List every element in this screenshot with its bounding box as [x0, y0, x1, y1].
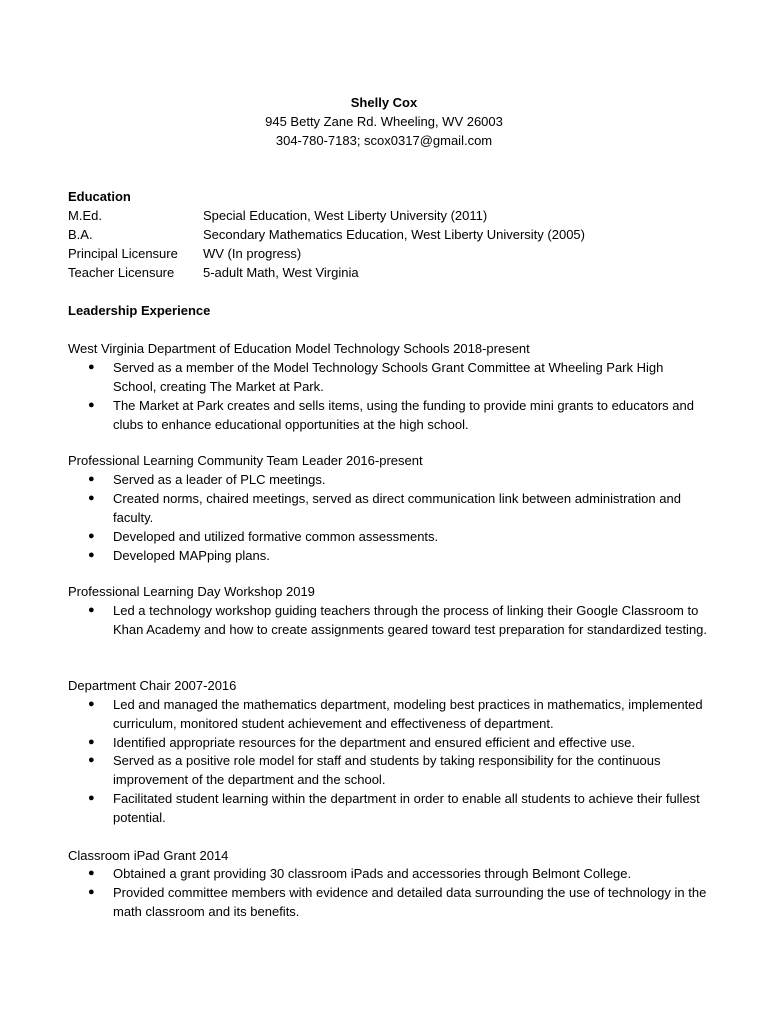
job-title: Classroom iPad Grant 2014 — [68, 848, 229, 863]
degree-detail: 5-adult Math, West Virginia — [203, 265, 359, 280]
degree-label: Principal Licensure — [68, 246, 178, 261]
education-heading: Education — [68, 189, 131, 204]
bullet-text: The Market at Park creates and sells items, using the funding to provide mini grants to educators and clubs to enhance educational opportunities at the high school. — [113, 398, 694, 432]
degree-detail: Special Education, West Liberty University (2011) — [203, 208, 488, 223]
job-title: Professional Learning Community Team Leader 2016-present — [68, 453, 423, 468]
bullet-text: Developed MAPping plans. — [113, 548, 270, 563]
bullet-icon: ● — [88, 530, 95, 542]
bullet-text: Led a technology workshop guiding teachers through the process of linking their Google Classroom to Khan Academy and how to create assignments geared toward test preparation for standardized testing. — [113, 603, 708, 637]
bullet-text: Led and managed the mathematics department, modeling best practices in mathematics, implemented curriculum, monitored student achievement and effectiveness of department. — [113, 697, 703, 731]
degree-detail: Secondary Mathematics Education, West Liberty University (2005) — [203, 227, 585, 242]
bullet-item — [88, 864, 708, 883]
education-row — [68, 206, 487, 225]
bullet-text: Developed and utilized formative common assessments. — [113, 529, 439, 544]
job-title: West Virginia Department of Education Model Technology Schools 2018-present — [68, 341, 530, 356]
bullet-icon: ● — [88, 792, 95, 804]
bullet-icon: ● — [88, 492, 95, 504]
bullet-text: Served as a positive role model for staff and students by taking responsibility for the continuous improvement of the department and the school. — [113, 753, 661, 787]
bullet-icon: ● — [88, 698, 95, 710]
resume-header — [0, 93, 768, 150]
degree-label: M.Ed. — [68, 208, 102, 223]
bullet-item — [88, 470, 708, 489]
degree-detail: WV (In progress) — [203, 246, 302, 261]
bullet-item — [88, 751, 708, 789]
bullet-icon: ● — [88, 361, 95, 373]
bullet-item — [88, 789, 708, 827]
bullet-item — [88, 527, 708, 546]
bullet-text: Served as a leader of PLC meetings. — [113, 472, 326, 487]
bullet-text: Identified appropriate resources for the department and ensured efficient and effective use. — [113, 735, 636, 750]
bullet-item — [88, 733, 708, 752]
bullet-text: Created norms, chaired meetings, served as direct communication link between administration and faculty. — [113, 491, 681, 525]
bullet-item — [88, 695, 708, 733]
bullet-item — [88, 601, 708, 639]
bullet-item — [88, 358, 708, 396]
education-row — [68, 225, 585, 244]
leadership-heading: Leadership Experience — [68, 303, 211, 318]
bullet-item — [88, 883, 708, 921]
applicant-contact: 304-780-7183; scox0317@gmail.com — [275, 133, 493, 148]
bullet-text: Obtained a grant providing 30 classroom iPads and accessories through Belmont College. — [113, 866, 632, 881]
bullet-icon: ● — [88, 473, 95, 485]
job-title: Professional Learning Day Workshop 2019 — [68, 584, 315, 599]
degree-label: B.A. — [68, 227, 93, 242]
degree-label: Teacher Licensure — [68, 265, 175, 280]
bullet-icon: ● — [88, 754, 95, 766]
bullet-icon: ● — [88, 399, 95, 411]
applicant-name: Shelly Cox — [350, 95, 418, 110]
bullet-text: Facilitated student learning within the department in order to enable all students to achieve their fullest potential. — [113, 791, 700, 825]
bullet-text: Served as a member of the Model Technology Schools Grant Committee at Wheeling Park High School, creating The Market at Park. — [113, 360, 664, 394]
bullet-item — [88, 489, 708, 527]
bullet-icon: ● — [88, 604, 95, 616]
bullet-icon: ● — [88, 886, 95, 898]
bullet-icon: ● — [88, 867, 95, 879]
job-title: Department Chair 2007-2016 — [68, 678, 237, 693]
bullet-item — [88, 546, 708, 565]
education-row — [68, 244, 301, 263]
bullet-icon: ● — [88, 549, 95, 561]
applicant-address: 945 Betty Zane Rd. Wheeling, WV 26003 — [265, 114, 503, 129]
bullet-text: Provided committee members with evidence and detailed data surrounding the use of technology in the math classroom and its benefits. — [113, 885, 707, 919]
education-row — [68, 263, 359, 282]
bullet-item — [88, 396, 708, 434]
bullet-icon: ● — [88, 736, 95, 748]
